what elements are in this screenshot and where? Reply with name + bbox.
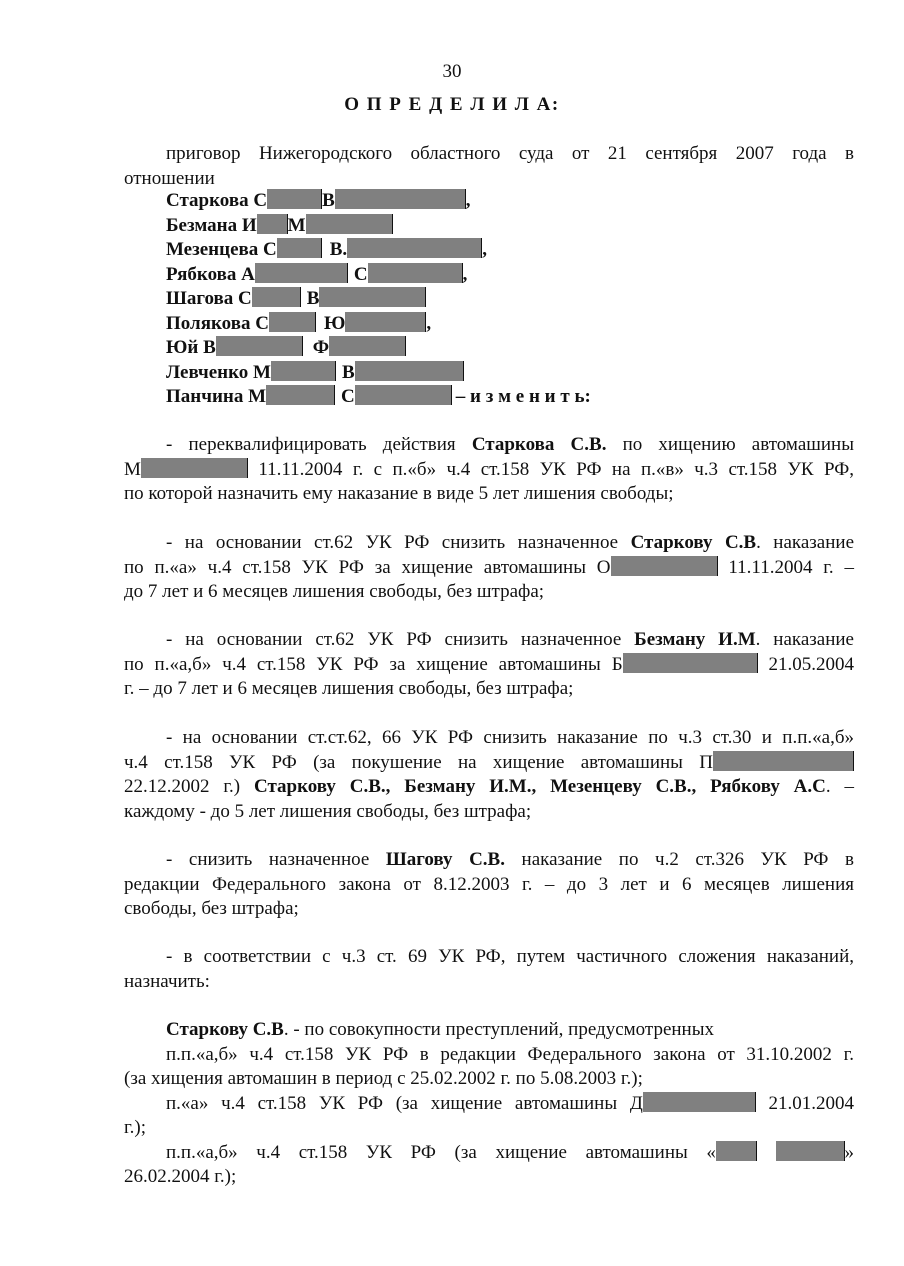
row-punct: , <box>482 239 487 260</box>
redaction-block <box>329 336 406 356</box>
text-line <box>124 775 854 800</box>
text: . наказание <box>756 532 854 553</box>
text: - на основании ст.62 УК РФ снизить назначенное <box>166 532 631 553</box>
text: . наказание <box>755 629 854 650</box>
name-bold: Старкову С.В <box>166 1019 284 1040</box>
defendant-row <box>166 238 487 262</box>
defendant-name: Безмана И <box>166 214 257 236</box>
text-line <box>124 1018 854 1043</box>
text-line: 26.02.2004 г.); <box>124 1166 237 1187</box>
text-line <box>124 1092 854 1117</box>
paragraph-reduce-starkov <box>124 531 854 605</box>
text-line <box>124 556 854 581</box>
text: - переквалифицировать действия <box>166 434 472 455</box>
redaction-block <box>319 287 426 307</box>
name-bold: Старкова С.В. <box>471 434 607 455</box>
section-heading: О П Р Е Д Е Л И Л А: <box>344 94 560 115</box>
text: . – <box>825 776 855 797</box>
redaction-block <box>266 385 335 405</box>
text-line: каждому - до 5 лет лишения свободы, без штрафа; <box>124 800 532 822</box>
text: 11.11.2004 г. с п.«б» ч.4 ст.158 УК РФ на п.«в» ч.3 ст.158 УК РФ, <box>247 458 854 480</box>
text: по хищению автомашины <box>606 434 854 455</box>
redaction-block <box>335 189 466 209</box>
defendant-initial: Ю <box>323 312 346 334</box>
text-line: п.п.«а,б» ч.4 ст.158 УК РФ в редакции Федерального закона от 31.10.2002 г. <box>166 1043 854 1065</box>
defendant-name: Шагова С <box>166 288 252 309</box>
text-line: до 7 лет и 6 месяцев лишения свободы, без штрафа; <box>124 581 545 602</box>
redaction-block <box>271 361 336 381</box>
text: п.п.«а,б» ч.4 ст.158 УК РФ (за хищение автомашины « <box>166 1141 716 1163</box>
defendant-name: Юй В <box>166 337 216 358</box>
text-line <box>124 751 854 776</box>
page-number: 30 <box>442 61 462 82</box>
redaction-block <box>255 263 348 283</box>
redaction-block <box>267 189 322 209</box>
defendant-row <box>166 287 426 311</box>
paragraph-reduce-shagov <box>124 848 854 922</box>
redaction-block <box>347 238 482 258</box>
row-punct: , <box>462 263 468 285</box>
defendant-initial: В. <box>329 239 348 260</box>
row-punct: , <box>465 190 471 211</box>
text: 21.05.2004 <box>757 653 855 675</box>
redaction-block <box>277 238 322 258</box>
defendant-name: Левченко М <box>166 361 271 383</box>
paragraph-starkov-totals <box>124 1018 854 1190</box>
text-line: г. – до 7 лет и 6 месяцев лишения свободы, без штрафа; <box>124 678 574 699</box>
redaction-block <box>716 1141 757 1161</box>
redaction-block <box>269 312 316 332</box>
defendant-row <box>166 385 591 409</box>
intro-paragraph <box>124 142 854 191</box>
text-line: - в соответствии с ч.3 ст. 69 УК РФ, путем частичного сложения наказаний, <box>166 946 854 967</box>
redaction-block <box>776 1141 845 1161</box>
defendant-row <box>166 361 464 385</box>
text-line: свободы, без штрафа; <box>124 898 299 919</box>
defendant-row <box>166 263 467 287</box>
paragraph-aggregate <box>124 945 854 994</box>
text: 11.11.2004 г. – <box>717 556 854 578</box>
text: 22.12.2002 г.) <box>124 776 254 797</box>
defendant-name: Полякова С <box>166 312 269 334</box>
redaction-block <box>611 556 718 576</box>
text: ч.4 ст.158 УК РФ (за покушение на хищение автомашины П <box>124 751 713 773</box>
redaction-block <box>216 336 303 356</box>
redaction-block <box>355 361 464 381</box>
name-bold: Старкову С.В <box>630 532 757 553</box>
text: - снизить назначенное <box>166 849 386 870</box>
defendant-row <box>166 214 393 238</box>
defendant-initial: В <box>306 288 320 309</box>
row-punct: – и з м е н и т ь: <box>455 386 591 407</box>
text-line <box>124 653 854 678</box>
text-line: (за хищения автомашин в период с 25.02.2002 г. по 5.08.2003 г.); <box>124 1068 643 1089</box>
defendant-name: Рябкова А <box>166 263 255 285</box>
name-bold: Шагову С.В. <box>385 849 505 870</box>
paragraph-attempt <box>124 726 854 824</box>
defendant-initial: С <box>353 263 368 285</box>
text: » <box>844 1141 854 1163</box>
text: - на основании ст.62 УК РФ снизить назначенное <box>166 629 635 650</box>
text-line <box>124 1141 854 1166</box>
defendant-initial: В <box>322 190 335 211</box>
intro-line: отношении <box>124 167 215 189</box>
text-line: назначить: <box>124 970 210 992</box>
defendant-initial: С <box>341 386 355 407</box>
text-line: редакции Федерального закона от 8.12.2003 г. – до 3 лет и 6 месяцев лишения <box>124 873 854 895</box>
paragraph-requalify <box>124 433 854 507</box>
redaction-block <box>257 214 288 234</box>
text: наказание по ч.2 ст.326 УК РФ в <box>504 849 854 870</box>
redaction-block <box>368 263 463 283</box>
defendant-initial: Ф <box>312 337 330 358</box>
text-line: г.); <box>124 1117 147 1138</box>
redaction-block <box>713 751 854 771</box>
redaction-block <box>623 653 758 673</box>
text: по п.«а» ч.4 ст.158 УК РФ за хищение автомашины О <box>124 556 611 578</box>
defendant-row <box>166 312 431 336</box>
text-line <box>124 531 854 556</box>
names-bold: Старкову С.В., Безману И.М., Мезенцеву С.В., Рябкову А.С <box>253 776 826 797</box>
text: . - по совокупности преступлений, предусмотренных <box>283 1019 714 1040</box>
text: п.«а» ч.4 ст.158 УК РФ (за хищение автомашины Д <box>166 1092 643 1114</box>
text: М <box>124 458 141 480</box>
intro-line: приговор Нижегородского областного суда от 21 сентября 2007 года в <box>166 143 854 164</box>
text-line <box>124 848 854 873</box>
text-line <box>124 628 854 653</box>
redaction-block <box>643 1092 756 1112</box>
defendant-initial: М <box>287 214 306 236</box>
redaction-block <box>141 458 248 478</box>
defendant-name: Панчина М <box>166 386 267 407</box>
paragraph-reduce-bezman <box>124 628 854 702</box>
text-line <box>124 458 854 483</box>
text-line: по которой назначить ему наказание в виде 5 лет лишения свободы; <box>124 483 674 504</box>
defendant-row <box>166 336 406 360</box>
text-line <box>124 433 854 458</box>
defendant-row <box>166 189 471 213</box>
defendant-name: Мезенцева С <box>166 239 277 260</box>
redaction-block <box>345 312 426 332</box>
row-punct: , <box>426 312 432 334</box>
name-bold: Безману И.М <box>634 629 756 650</box>
defendant-name: Старкова С <box>166 190 268 211</box>
redaction-block <box>355 385 452 405</box>
redaction-block <box>252 287 301 307</box>
text-line: - на основании ст.ст.62, 66 УК РФ снизить наказание по ч.3 ст.30 и п.п.«а,б» <box>166 727 854 748</box>
text: 21.01.2004 <box>755 1092 855 1114</box>
text: по п.«а,б» ч.4 ст.158 УК РФ за хищение автомашины Б <box>124 653 623 675</box>
redaction-block <box>306 214 393 234</box>
defendant-initial: В <box>341 361 355 383</box>
